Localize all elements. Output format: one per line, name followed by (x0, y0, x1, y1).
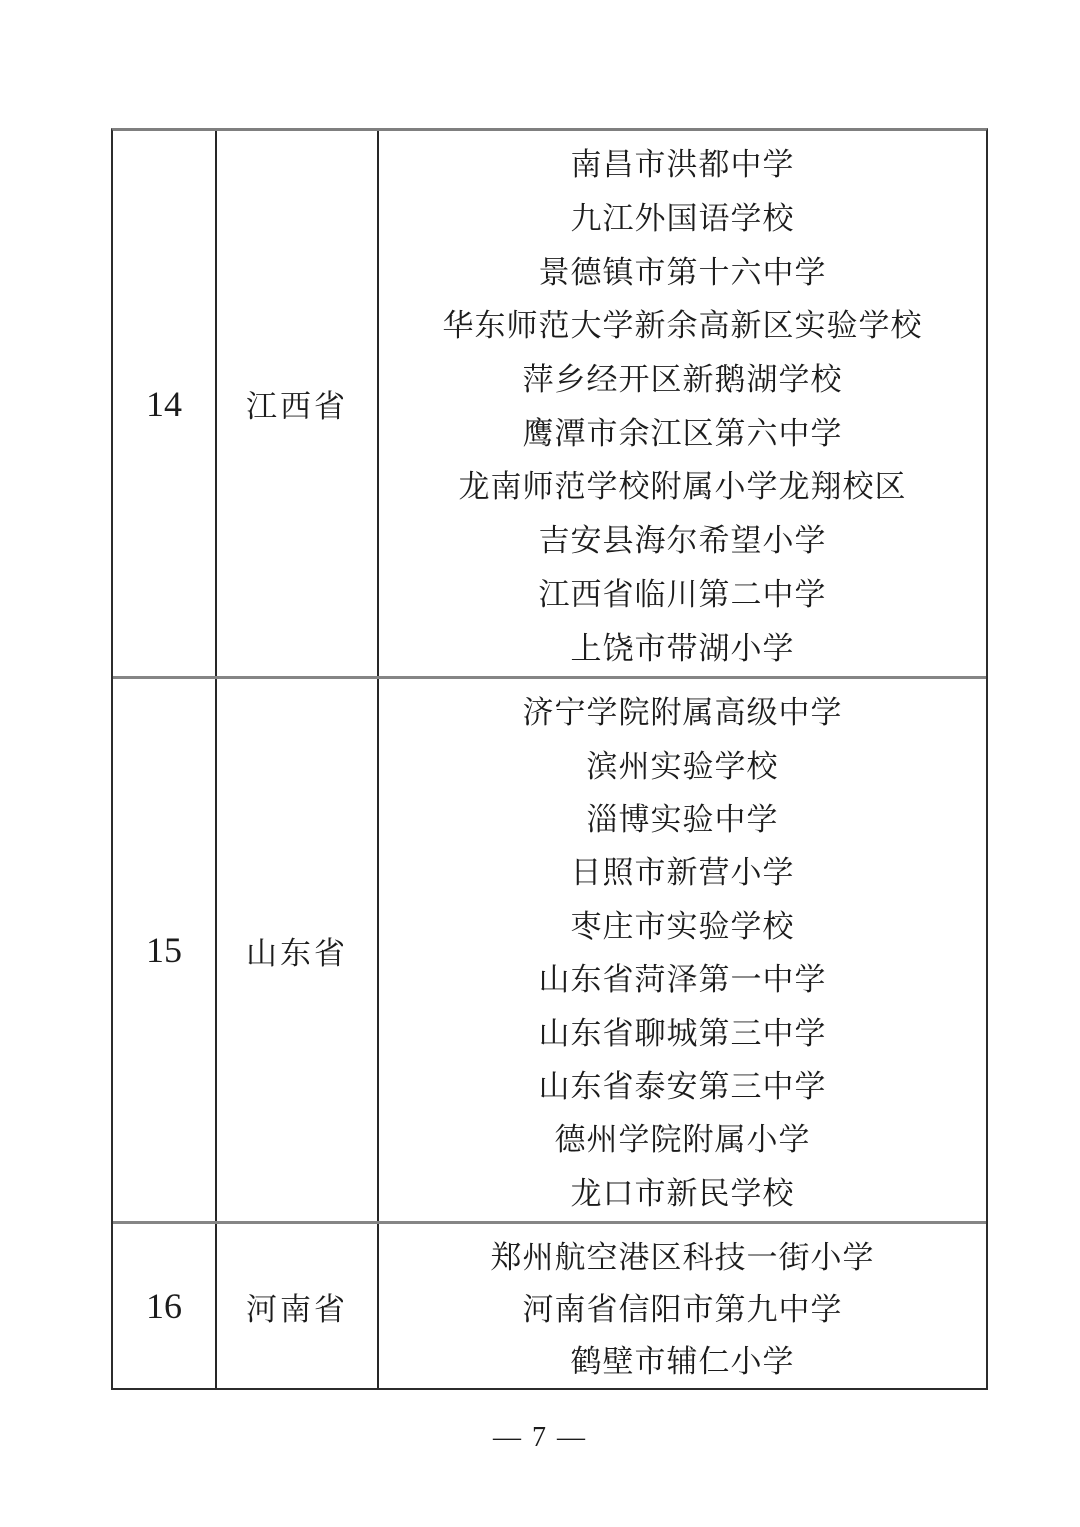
school-name: 淄博实验中学 (586, 801, 779, 837)
school-name: 龙口市新民学校 (570, 1175, 795, 1211)
school-name: 龙南师范学校附属小学龙翔校区 (458, 469, 907, 505)
school-name: 九江外国语学校 (570, 201, 795, 237)
school-name: 上饶市带湖小学 (570, 630, 795, 666)
school-name: 滨州实验学校 (586, 748, 779, 784)
school-name: 日照市新营小学 (570, 855, 795, 891)
school-name: 景德镇市第十六中学 (538, 254, 827, 290)
province-cell (215, 679, 377, 1221)
school-name: 枣庄市实验学校 (570, 908, 795, 944)
school-name: 山东省泰安第三中学 (538, 1068, 827, 1104)
school-name: 山东省聊城第三中学 (538, 1015, 827, 1051)
table-row (113, 676, 986, 1221)
province-name: 江西省 (246, 389, 348, 424)
row-index: 15 (146, 930, 182, 970)
province-cell (215, 131, 377, 676)
schools-cell (377, 679, 986, 1221)
province-name: 山东省 (246, 935, 348, 971)
school-name: 郑州航空港区科技一街小学 (490, 1239, 875, 1275)
row-index: 16 (146, 1286, 182, 1326)
school-name: 鹰潭市余江区第六中学 (522, 415, 843, 451)
school-name: 江西省临川第二中学 (538, 576, 827, 612)
school-name: 德州学院附属小学 (554, 1122, 811, 1158)
schools-cell (377, 131, 986, 676)
table-row (113, 1221, 986, 1388)
province-school-table (111, 128, 988, 1390)
row-index-cell (113, 131, 215, 676)
school-name: 山东省菏泽第一中学 (538, 962, 827, 998)
school-name: 萍乡经开区新鹅湖学校 (522, 362, 843, 398)
school-name: 华东师范大学新余高新区实验学校 (442, 308, 923, 344)
province-name: 河南省 (246, 1291, 348, 1327)
province-cell (215, 1224, 377, 1388)
row-index: 14 (146, 383, 182, 424)
school-name: 河南省信阳市第九中学 (522, 1291, 843, 1327)
table-row (113, 131, 986, 676)
page-number: — 7 — (493, 1422, 587, 1453)
row-index-cell (113, 679, 215, 1221)
school-name: 南昌市洪都中学 (570, 147, 795, 183)
row-index-cell (113, 1224, 215, 1388)
schools-cell (377, 1224, 986, 1388)
school-name: 济宁学院附属高级中学 (522, 695, 843, 731)
school-name: 吉安县海尔希望小学 (538, 523, 827, 559)
school-name: 鹤壁市辅仁小学 (570, 1343, 795, 1379)
